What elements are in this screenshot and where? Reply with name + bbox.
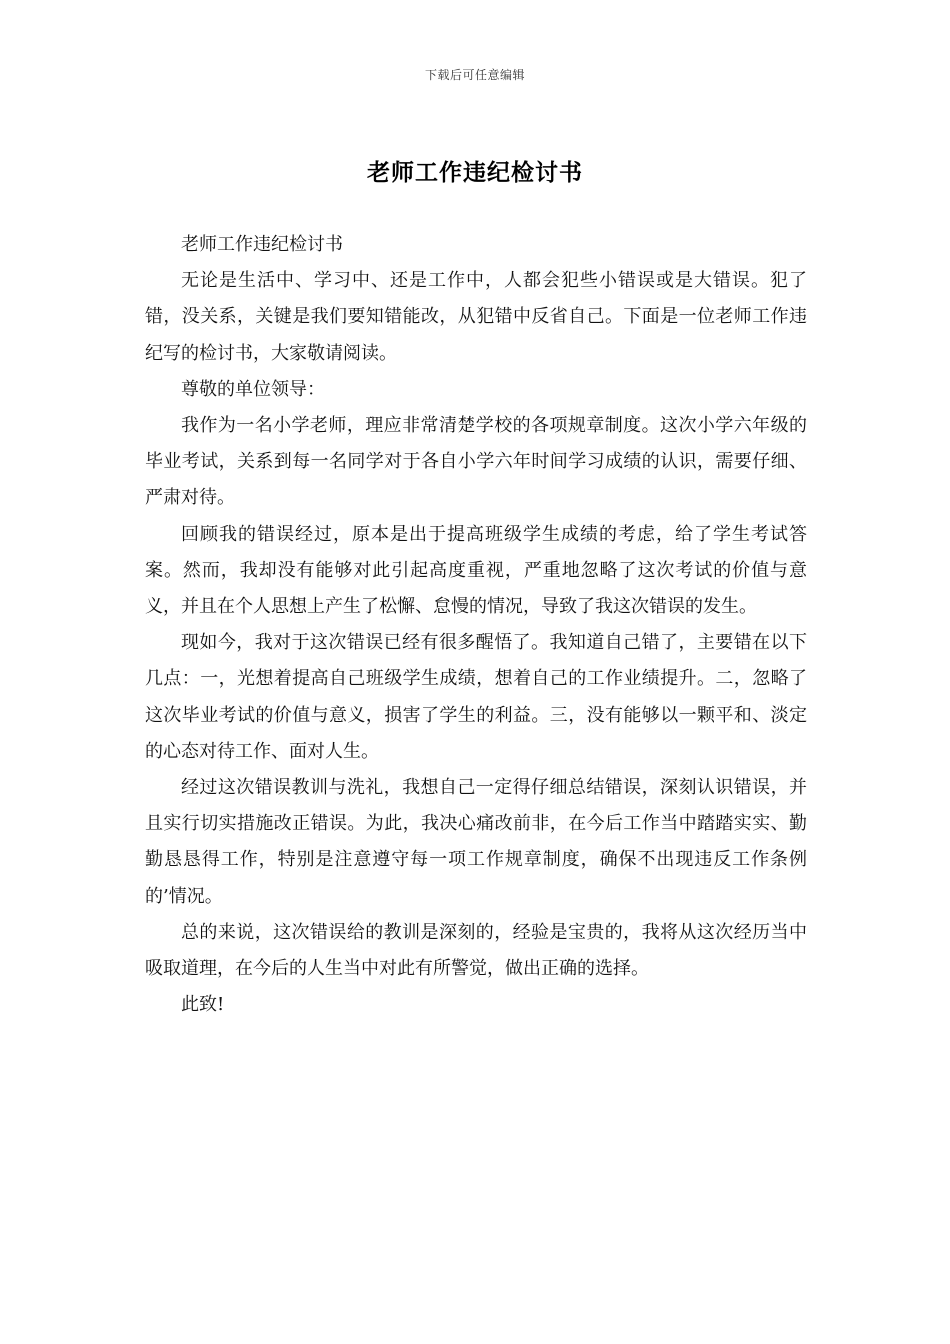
body-paragraph-intro: 无论是生活中、学习中、还是工作中，人都会犯些小错误或是大错误。犯了错，没关系，关键是我们要知错能改，从犯错中反省自己。下面是一位老师工作违纪写的检讨书，大家敬请阅读。 [145,270,807,364]
body-paragraph: 总的来说，这次错误给的教训是深刻的，经验是宝贵的，我将从这次经历当中吸取道理，在今后的人生当中对此有所警觉，做出正确的选择。 [145,921,807,980]
document-title: 老师工作违纪检讨书 [367,159,583,186]
header-note: 下载后可任意编辑 [424,68,525,82]
body-paragraph-salutation: 尊敬的单位领导： [181,378,325,400]
body-paragraph-closing: 此致! [181,994,225,1016]
body-paragraph: 我作为一名小学老师，理应非常清楚学校的各项规章制度。这次小学六年级的毕业考试，关系到每一名同学对于各自小学六年时间学习成绩的认识，需要仔细、严肃对待。 [145,415,807,509]
body-paragraph: 现如今，我对于这次错误已经有很多醒悟了。我知道自己错了，主要错在以下几点：一，光想着提高自己班级学生成绩，想着自己的工作业绩提升。二，忽略了这次毕业考试的价值与意义，损害了学生的利益。三，没有能够以一颗平和、淡定的心态对待工作、面对人生。 [145,632,807,762]
body-paragraph: 回顾我的错误经过，原本是出于提高班级学生成绩的考虑，给了学生考试答案。然而，我却没有能够对此引起高度重视，严重地忽略了这次考试的价值与意义，并且在个人思想上产生了松懈、怠慢的情况，导致了我这次错误的发生。 [145,523,807,618]
document-body [145,227,807,1023]
body-paragraph-subtitle: 老师工作违纪检讨书 [181,234,343,255]
body-paragraph: 经过这次错误教训与洗礼，我想自己一定得仔细总结错误，深刻认识错误，并且实行切实措施改正错误。为此，我决心痛改前非，在今后工作当中踏踏实实、勤勤恳恳得工作，特别是注意遵守每一项工作规章制度，确保不出现违反工作条例的’情况。 [145,777,807,907]
